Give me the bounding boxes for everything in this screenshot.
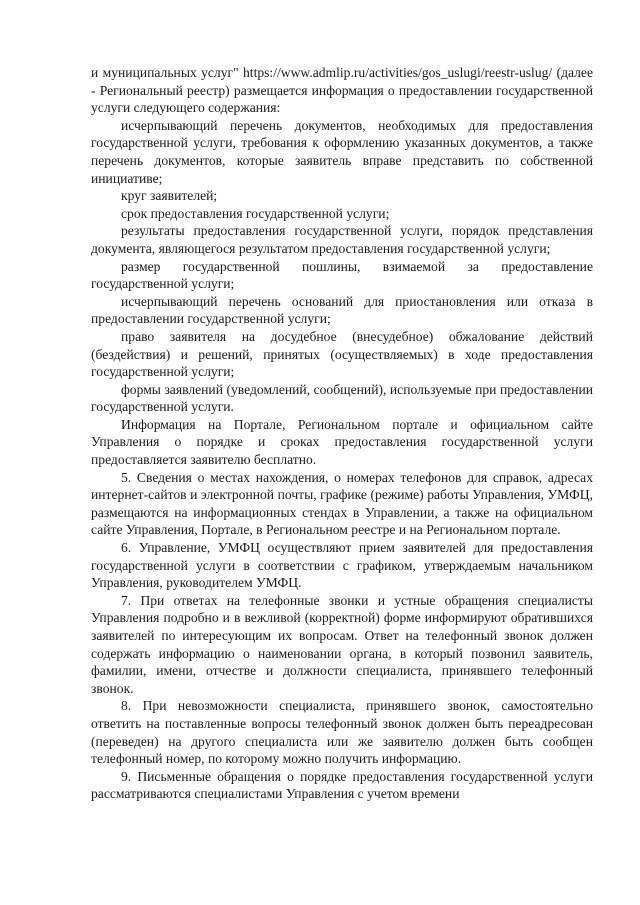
paragraph-10: Информация на Портале, Региональном портале и официальном сайте Управления о порядке и сроках предоставления государственной услуги предоставляется заявителю бесплатно. (91, 416, 593, 468)
paragraph-2: исчерпывающий перечень документов, необходимых для предоставления государственной услуги, требования к оформлению указанных документов, а также перечень документов, которые заявитель вправе представить по собственной инициативе; (91, 117, 593, 186)
paragraph-5: результаты предоставления государственной услуги, порядок представления документа, являющегося результатом предоставления государственной услуги; (91, 223, 593, 256)
paragraph-7: исчерпывающий перечень оснований для приостановления или отказа в предоставлении государственной услуги; (91, 293, 593, 327)
paragraph-1: и муниципальных услуг" https://www.admlip.ru/activities/gos_uslugi/reestr-uslug/ (далее - Региональный реестр) размещается информация о предоставлении государственной услуги следующего содержания: (91, 65, 593, 116)
document-body (91, 64, 593, 803)
paragraph-6: размер государственной пошлины, взимаемой за предоставление государственной услуги; (91, 258, 593, 292)
paragraph-3: круг заявителей; (121, 188, 218, 204)
paragraph-9: формы заявлений (уведомлений, сообщений), используемые при предоставлении государственной услуги. (91, 381, 593, 415)
paragraph-8: право заявителя на досудебное (внесудебное) обжалование действий (бездействия) и решений, принятых (осуществляемых) в ходе предоставления государственной услуги; (91, 328, 593, 380)
paragraph-13: 7. При ответах на телефонные звонки и устные обращения специалисты Управления подробно и в вежливой (корректной) форме информируют обратившихся заявителей по интересующим их вопросам. Ответ на телефонный звонок должен содержать информацию о наименовании органа, в который позвонил заявитель, фамилии, имени, отчестве и должности специалиста, принявшего телефонный звонок. (91, 592, 593, 696)
paragraph-4: срок предоставления государственной услуги; (121, 205, 390, 221)
paragraph-11: 5. Сведения о местах нахождения, о номерах телефонов для справок, адресах интернет-сайтов и электронной почты, графике (режиме) работы Управления, УМФЦ, размещаются на информационных стендах в Управлении, а также на официальном сайте Управления, Портале, в Региональном реестре и на Региональном портале. (91, 469, 593, 538)
paragraph-14: 8. При невозможности специалиста, принявшего звонок, самостоятельно ответить на поставленные вопросы телефонный звонок должен быть переадресован (переведен) на другого специалиста или же заявителю должен быть сообщен телефонный номер, по которому можно получить информацию. (91, 698, 593, 767)
paragraph-15: 9. Письменные обращения о порядке предоставления государственной услуги рассматриваются специалистами Управления с учетом времени (91, 768, 593, 802)
paragraph-12: 6. Управление, УМФЦ осуществляют прием заявителей для предоставления государственной услуги в соответствии с графиком, утверждаемым начальником Управления, руководителем УМФЦ. (91, 540, 593, 591)
